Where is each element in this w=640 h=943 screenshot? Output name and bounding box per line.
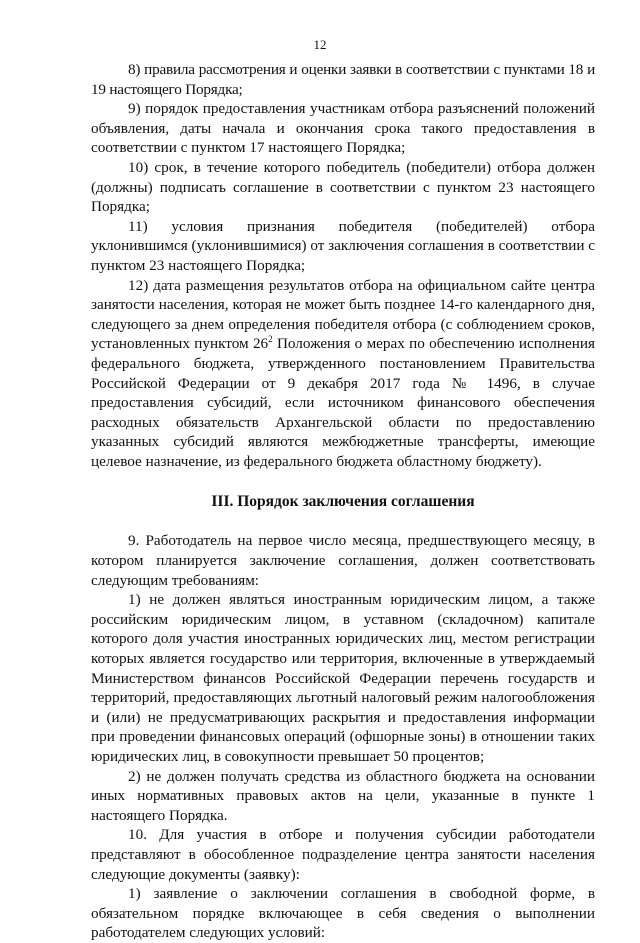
- paragraph-clause-9: 9. Работодатель на первое число месяца, предшествующего месяцу, в котором планируется заключение соглашения, должен соответствовать следующим требованиям:: [91, 532, 595, 589]
- document-body: [91, 60, 595, 943]
- page-number: 12: [313, 37, 327, 52]
- paragraph-item-11: 11) условия признания победителя (победителей) отбора уклонившимся (уклонившимися) от заключения соглашения в соответствии с пунктом 23 настоящего Порядка;: [91, 217, 595, 274]
- paragraph-requirement-2: 2) не должен получать средства из областного бюджета на основании иных нормативных правовых актов на цели, указанные в пункте 1 настоящего Порядка.: [91, 767, 595, 824]
- paragraph-item-8: 8) правила рассмотрения и оценки заявки в соответствии с пунктами 18 и 19 настоящего Порядка;: [91, 61, 595, 98]
- paragraph-document-1: 1) заявление о заключении соглашения в свободной форме, в обязательном порядке включающее в себя сведения о выполнении работодателем следующих условий:: [91, 885, 595, 942]
- item-12-text-start: 12) дата размещения результатов отбора на официальном сайте центра занятости населения, которая не может быть позднее 14-го календарного дня, следующего за днем определения победителя отбора (с соблюдением сроков, установленных пунктом 26: [91, 276, 595, 353]
- paragraph-clause-10: 10. Для участия в отборе и получения субсидии работодатели представляют в обособленное подразделение центра занятости населения следующие документы (заявку):: [91, 826, 595, 883]
- paragraph-item-12: [91, 276, 595, 472]
- paragraph-requirement-1: 1) не должен являться иностранным юридическим лицом, а также российским юридическим лицом, в уставном (складочном) капитале которого доля участия иностранных юридических лиц, местом регистрации которых является государство или территория, включенные в утверждаемый Министерством финансов Российской Федерации перечень государств и территорий, предоставляющих льготный налоговый режим налогообложения и (или) не предусматривающих раскрытия и предоставления информации при проведении финансовых операций (офшорные зоны) в отношении таких юридических лиц, в совокупности превышает 50 процентов;: [91, 591, 595, 765]
- paragraph-item-10: 10) срок, в течение которого победитель (победители) отбора должен (должны) подписать соглашение в соответствии с пунктом 23 настоящего Порядка;: [91, 158, 595, 216]
- paragraph-item-9: 9) порядок предоставления участникам отбора разъяснений положений объявления, даты начала и окончания срока такого предоставления в соответствии с пунктом 17 настоящего Порядка;: [91, 100, 595, 157]
- section-heading: III. Порядок заключения соглашения: [211, 493, 475, 511]
- item-12-text-end: Положения о мерах по обеспечению исполнения федерального бюджета, утвержденного постановлением Правительства Российской Федерации от 9 декабря 2017 года № 1496, в случае предоставления субсидий, если источником финансового обеспечения расходных обязательств Архангельской области по предоставлению указанных субсидий являются межбюджетные трансферты, имеющие целевое назначение, из федерального бюджета областному бюджету).: [91, 335, 596, 470]
- superscript-marker: 2: [268, 334, 273, 345]
